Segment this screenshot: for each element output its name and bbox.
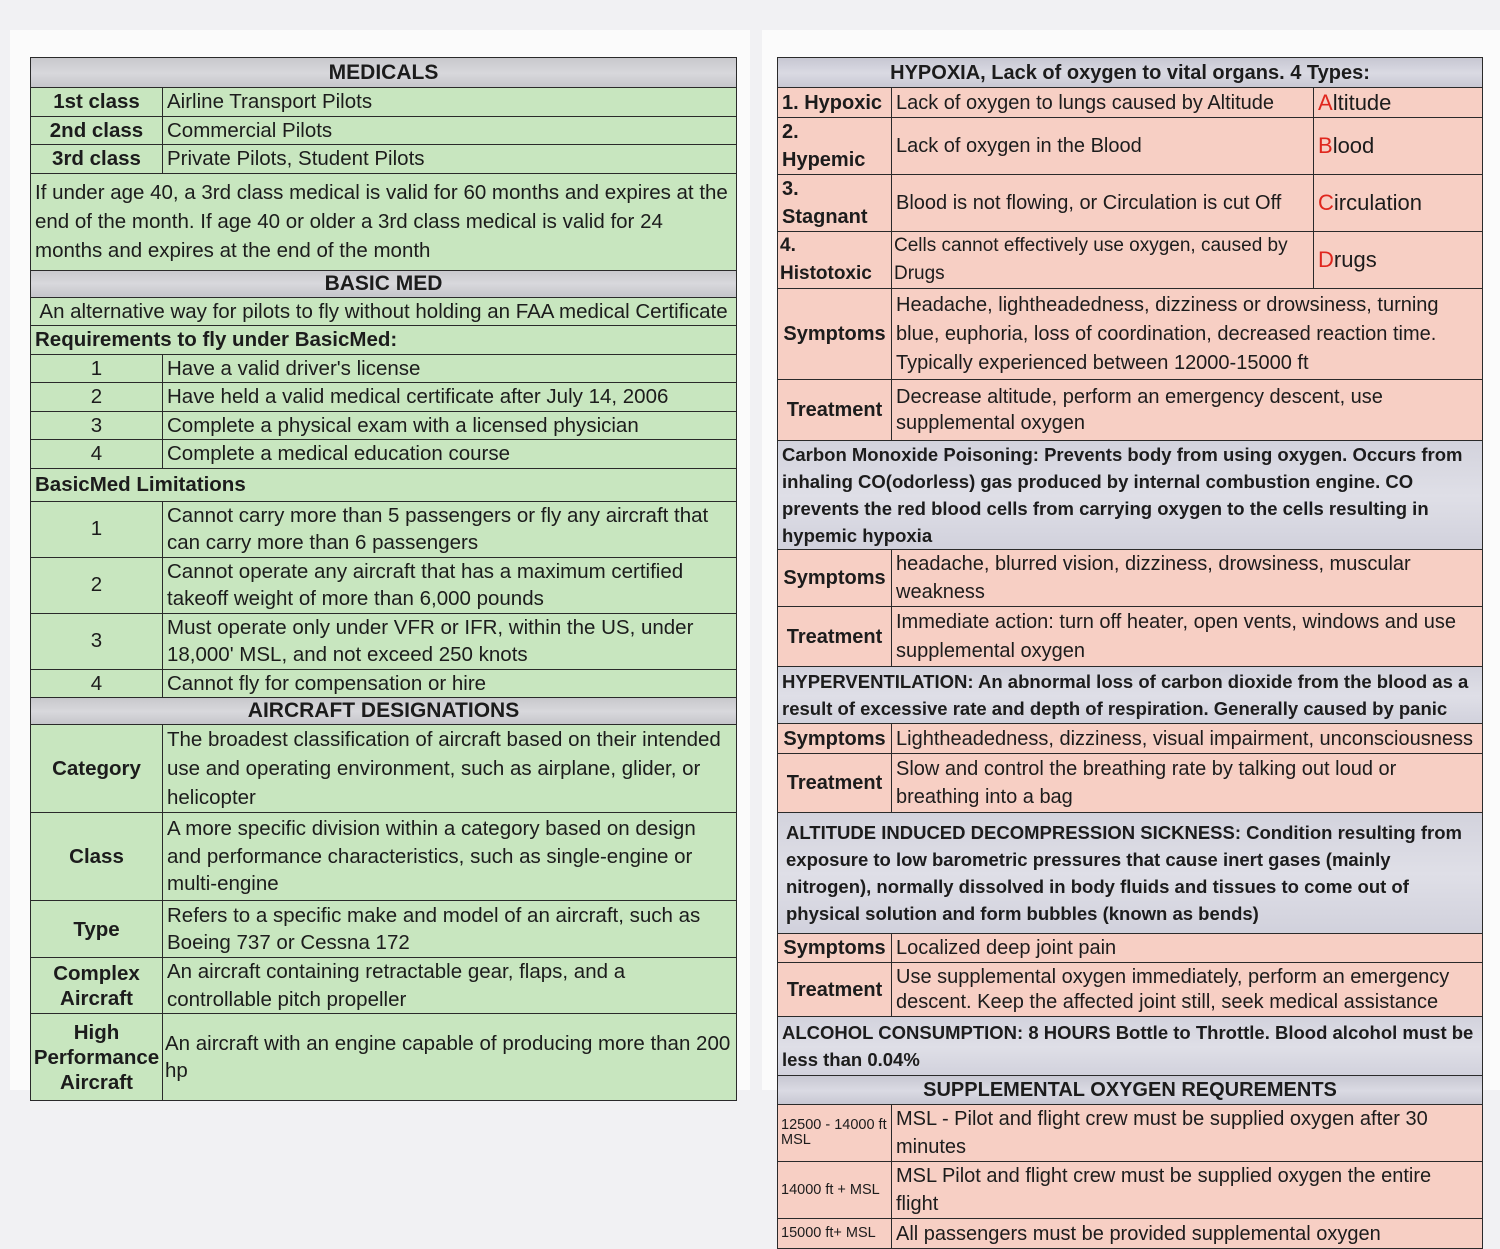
limitations-title: BasicMed Limitations xyxy=(31,468,737,501)
treatment-label: Treatment xyxy=(778,963,892,1017)
medical-validity-text: If under age 40, a 3rd class medical is valid for 60 months and expires at the end of the month. If age 40 or older a 3rd class medical is valid for 24 months and expires at the end of the month xyxy=(31,173,737,270)
hypoxia-desc: Cells cannot effectively use oxygen, caused by Drugs xyxy=(892,232,1314,289)
mnemonic-rest: lood xyxy=(1332,133,1375,158)
designation-text: Refers to a specific make and model of an aircraft, such as Boeing 737 or Cessna 172 xyxy=(163,901,737,958)
class-desc: Airline Transport Pilots xyxy=(163,88,737,117)
hypoxia-desc: Blood is not flowing, or Circulation is cut Off xyxy=(892,175,1314,232)
hyperventilation-text: HYPERVENTILATION: An abnormal loss of carbon dioxide from the blood as a result of excessive rate and depth of respiration. Generally caused by panic xyxy=(778,667,1483,724)
limitation-text: Cannot operate any aircraft that has a maximum certified takeoff weight of more than 6,000 pounds xyxy=(163,557,737,613)
symptoms-label: Symptoms xyxy=(778,724,892,754)
limitation-text: Must operate only under VFR or IFR, within the US, under 18,000' MSL, and not exceed 250 knots xyxy=(163,613,737,669)
hypoxia-type: 3. Stagnant xyxy=(778,175,892,232)
limitation-number: 2 xyxy=(31,557,163,613)
designation-label: Class xyxy=(31,813,163,901)
medicals-title: MEDICALS xyxy=(31,58,737,88)
medicals-table xyxy=(30,57,737,1101)
requirement-number: 4 xyxy=(31,440,163,469)
decompression-text: ALTITUDE INDUCED DECOMPRESSION SICKNESS: Condition resulting from exposure to low barometric pressures that cause inert gases (mainly nitrogen), normally dissolved in body fluids and tissues to come out of physical solution and form bubbles (known as bends) xyxy=(778,813,1483,934)
hypoxia-type: 2. Hypemic xyxy=(778,118,892,175)
oxygen-altitude: 12500 - 14000 ft MSL xyxy=(778,1105,892,1162)
mnemonic-initial: A xyxy=(1318,89,1333,115)
mnemonic-rest: ltitude xyxy=(1332,89,1392,115)
designation-label: Type xyxy=(31,901,163,958)
requirement-text: Complete a medical education course xyxy=(163,440,737,469)
limitation-number: 4 xyxy=(31,669,163,698)
hypoxia-title: HYPOXIA, Lack of oxygen to vital organs. 4 Types: xyxy=(778,58,1483,88)
symptoms-label: Symptoms xyxy=(778,289,892,380)
co-treatment: Immediate action: turn off heater, open vents, windows and use supplemental oxygen xyxy=(892,607,1483,667)
basicmed-intro: An alternative way for pilots to fly without holding an FAA medical Certificate xyxy=(31,297,737,326)
class-desc: Private Pilots, Student Pilots xyxy=(163,145,737,174)
hypoxia-mnemonic xyxy=(1314,118,1483,175)
requirement-text: Complete a physical exam with a licensed physician xyxy=(163,411,737,440)
designation-text: A more specific division within a category based on design and performance characteristics, such as single-engine or multi-engine xyxy=(163,813,737,901)
mnemonic-initial: C xyxy=(1318,190,1334,215)
decompression-treatment: Use supplemental oxygen immediately, perform an emergency descent. Keep the affected joint still, seek medical assistance xyxy=(892,963,1483,1017)
treatment-label: Treatment xyxy=(778,754,892,813)
mnemonic-initial: D xyxy=(1318,247,1334,272)
hypoxia-mnemonic xyxy=(1314,175,1483,232)
designation-label: Complex Aircraft xyxy=(31,958,163,1014)
oxygen-requirement: MSL - Pilot and flight crew must be supplied oxygen after 30 minutes xyxy=(892,1105,1483,1162)
class-label: 2nd class xyxy=(31,116,163,145)
mnemonic-rest: irculation xyxy=(1333,190,1422,215)
requirement-number: 1 xyxy=(31,354,163,383)
mnemonic-initial: B xyxy=(1318,133,1333,158)
hypoxia-desc: Lack of oxygen in the Blood xyxy=(892,118,1314,175)
class-desc: Commercial Pilots xyxy=(163,116,737,145)
designation-text: An aircraft with an engine capable of producing more than 200 hp xyxy=(163,1014,737,1101)
class-label: 1st class xyxy=(31,88,163,117)
requirement-text: Have a valid driver's license xyxy=(163,354,737,383)
hypoxia-treatment: Decrease altitude, perform an emergency descent, use supplemental oxygen xyxy=(892,380,1483,441)
requirement-number: 2 xyxy=(31,383,163,412)
requirement-number: 3 xyxy=(31,411,163,440)
hypoxia-type: 4. Histotoxic xyxy=(778,232,892,289)
designation-label: Category xyxy=(31,725,163,813)
limitation-text: Cannot carry more than 5 passengers or fly any aircraft that can carry more than 6 passengers xyxy=(163,501,737,557)
hypoxia-table xyxy=(777,57,1483,1249)
designation-text: An aircraft containing retractable gear, flaps, and a controllable pitch propeller xyxy=(163,958,737,1014)
designation-text: The broadest classification of aircraft based on their intended use and operating environment, such as airplane, glider, or helicopter xyxy=(163,725,737,813)
decompression-symptoms: Localized deep joint pain xyxy=(892,934,1483,963)
symptoms-label: Symptoms xyxy=(778,550,892,607)
alcohol-text: ALCOHOL CONSUMPTION: 8 HOURS Bottle to Throttle. Blood alcohol must be less than 0.04% xyxy=(778,1017,1483,1076)
oxygen-requirement: MSL Pilot and flight crew must be supplied oxygen the entire flight xyxy=(892,1162,1483,1219)
requirement-text: Have held a valid medical certificate after July 14, 2006 xyxy=(163,383,737,412)
limitation-text: Cannot fly for compensation or hire xyxy=(163,669,737,698)
limitation-number: 3 xyxy=(31,613,163,669)
symptoms-label: Symptoms xyxy=(778,934,892,963)
class-label: 3rd class xyxy=(31,145,163,174)
designation-label: High Performance Aircraft xyxy=(31,1014,163,1101)
oxygen-title: SUPPLEMENTAL OXYGEN REQUREMENTS xyxy=(778,1076,1483,1105)
co-symptoms: headache, blurred vision, dizziness, drowsiness, muscular weakness xyxy=(892,550,1483,607)
oxygen-requirement: All passengers must be provided supplemental oxygen xyxy=(892,1219,1483,1249)
mnemonic-rest: rugs xyxy=(1333,247,1377,272)
treatment-label: Treatment xyxy=(778,607,892,667)
hyperventilation-symptoms: Lightheadedness, dizziness, visual impairment, unconsciousness xyxy=(892,724,1483,754)
basicmed-title: BASIC MED xyxy=(31,270,737,297)
hypoxia-mnemonic xyxy=(1314,88,1483,118)
oxygen-altitude: 14000 ft + MSL xyxy=(778,1162,892,1219)
treatment-label: Treatment xyxy=(778,380,892,441)
oxygen-altitude: 15000 ft+ MSL xyxy=(778,1219,892,1249)
hypoxia-desc: Lack of oxygen to lungs caused by Altitude xyxy=(892,88,1314,118)
hyperventilation-treatment: Slow and control the breathing rate by talking out loud or breathing into a bag xyxy=(892,754,1483,813)
aircraft-designations-title: AIRCRAFT DESIGNATIONS xyxy=(31,698,737,725)
co-poisoning-text: Carbon Monoxide Poisoning: Prevents body from using oxygen. Occurs from inhaling CO(odorless) gas produced by internal combustion engine. CO prevents the red blood cells from carrying oxygen to the cells resulting in hypemic hypoxia xyxy=(778,441,1483,550)
hypoxia-symptoms: Headache, lightheadedness, dizziness or drowsiness, turning blue, euphoria, loss of coordination, decreased reaction time. Typically experienced between 12000-15000 ft xyxy=(892,289,1483,380)
hypoxia-type: 1. Hypoxic xyxy=(778,88,892,118)
hypoxia-mnemonic xyxy=(1314,232,1483,289)
requirements-title: Requirements to fly under BasicMed: xyxy=(31,326,737,355)
limitation-number: 1 xyxy=(31,501,163,557)
